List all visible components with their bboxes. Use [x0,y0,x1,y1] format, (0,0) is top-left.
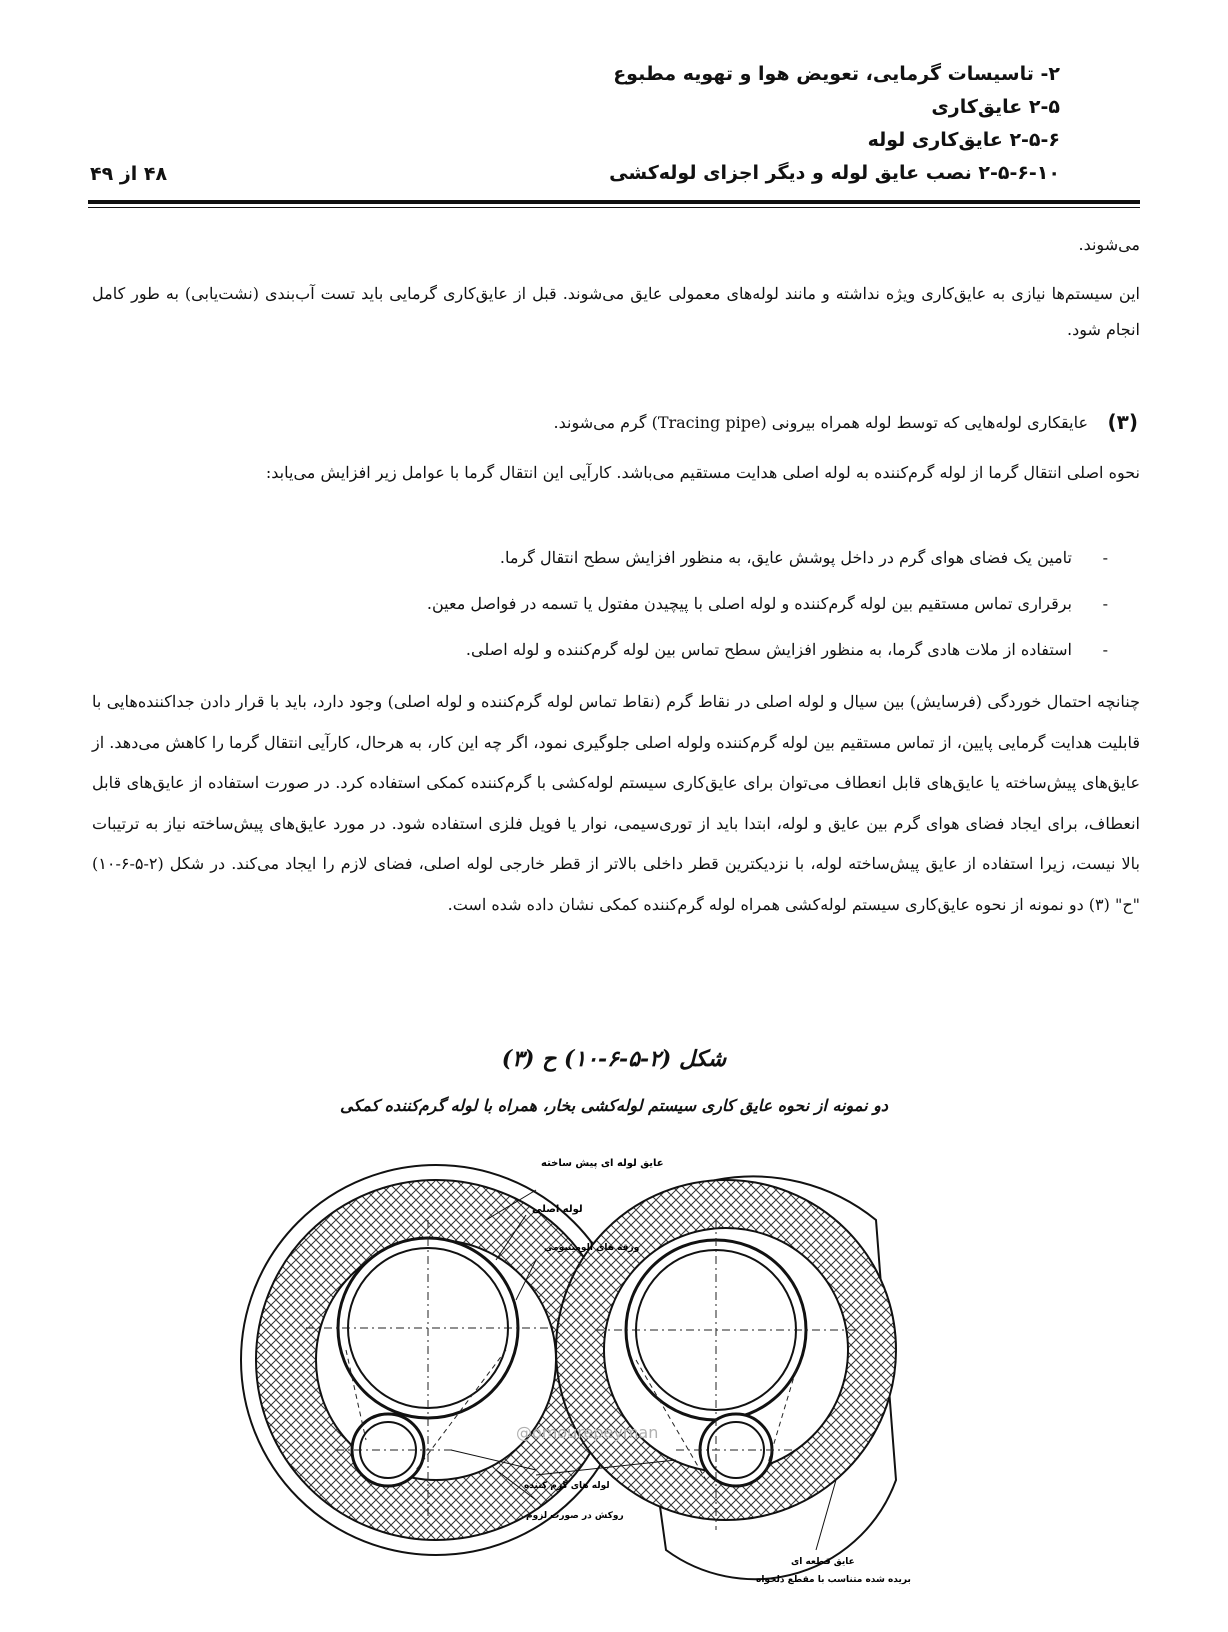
page-number: ۴۸ از ۴۹ [90,163,168,185]
paragraph-continuation: می‌شوند. [1078,235,1140,254]
header-rule-thin [88,207,1140,208]
watermark-text: @omourepeyman [516,1423,659,1442]
label-segmented-insulation: عایق قطعه ای [791,1557,855,1567]
label-main-pipe: لوله اصلی [532,1204,583,1215]
bullet-dash: - [1102,548,1108,567]
label-segment-note: بریده شده متناسب با مقطع دلخواه [756,1575,911,1585]
insulation-diagram [236,1150,956,1590]
label-tracer-pipes: لوله های گرم کننده [524,1481,610,1491]
label-preformed-insulation: عایق لوله ای پیش ساخته [541,1158,664,1169]
paragraph-1: این سیستم‌ها نیازی به عایق‌کاری ویژه نداشته و مانند لوله‌های معمولی عایق می‌شوند. قبل از عایق‌کاری گرمایی باید تست آب‌بندی (نشت‌یابی) به طور کامل انجام شود. [92,284,1140,339]
header-line-4: ۲-۵-۶-۱۰ نصب عایق لوله و دیگر اجزای لوله‌کشی [609,162,1060,184]
header-line-3: ۲-۵-۶ عایق‌کاری لوله [867,129,1060,151]
bullet-item-1 [272,548,1108,567]
paragraph-3: چنانچه احتمال خوردگی (فرسایش) بین سیال و لوله اصلی در نقاط گرم (نقاط تماس لوله گرم‌کننده و لوله اصلی) وجود دارد، باید با قرار دادن جداکننده‌هایی با قابلیت هدایت گرمایی پایین، از تماس مستقیم بین لوله گرم‌کننده ولوله اصلی جلوگیری نمود، اگر چه این کار، به هرحال، کارآیی انتقال گرما را کاهش می‌دهد. از عایق‌های پیش‌ساخته یا عایق‌های قابل انعطاف می‌توان برای عایق‌کاری سیستم لوله‌کشی با گرم‌کننده کمکی استفاده کرد. در صورت استفاده از عایق‌های قابل انعطاف، برای ایجاد فضای هوای گرم بین عایق و لوله، ابتدا باید از توری‌سیمی، نوار یا فویل فلزی استفاده شود. در مورد عایق‌های پیش‌ساخته نیاز به ترتیبات بالا نیست، زیرا استفاده از عایق پیش‌ساخته لوله، با نزدیکترین قطر داخلی بالاتر از قطر خارجی لوله اصلی، فضای لازم را ایجاد می‌کند. در شکل (۲-۵-۶-۱۰) "ح" (۳) دو نمونه از نحوه عایق‌کاری سیستم لوله‌کشی همراه لوله گرم‌کننده کمکی نشان داده شده است. [92,692,1141,914]
bullet-item-3 [272,640,1108,659]
header-line-1: ۲- تاسیسات گرمایی، تعویض هوا و تهویه مطبوع [613,63,1060,85]
paragraph-2: نحوه اصلی انتقال گرما از لوله گرم‌کننده به لوله اصلی هدایت مستقیم می‌باشد. کارآیی این انتقال گرما با عوامل زیر افزایش می‌یابد: [265,463,1140,482]
header-rule-thick [88,200,1140,204]
item-heading: عایقکاری لوله‌هایی که توسط لوله همراه بیرونی (Tracing pipe) گرم می‌شوند. [553,413,1088,432]
bullet-dash: - [1102,594,1108,613]
bullet-text: تامین یک فضای هوای گرم در داخل پوشش عایق، به منظور افزایش سطح انتقال گرما. [499,548,1072,567]
label-cover: روکش در صورت لزوم [526,1511,624,1521]
bullet-dash: - [1102,640,1108,659]
header-line-2: ۲-۵ عایق‌کاری [931,96,1060,118]
item-number: (۳) [1107,410,1138,434]
bullet-item-2 [272,594,1108,613]
label-aluminum-foil: ورقه های آلومینیومی [544,1243,640,1253]
tracer-pipe-inner [360,1422,416,1478]
bullet-text: برقراری تماس مستقیم بین لوله گرم‌کننده و لوله اصلی با پیچیدن مفتول یا تسمه در فواصل معین. [426,594,1072,613]
section-header [609,58,1060,190]
figure-subtitle: دو نمونه از نحوه عایق کاری سیستم لوله‌کشی بخار، همراه با لوله گرم‌کننده کمکی [340,1096,888,1115]
figure-caption: شکل (۲-۵-۶-۱۰) ح (۳) [501,1046,727,1072]
bullet-text: استفاده از ملات هادی گرما، به منظور افزایش سطح تماس بین لوله گرم‌کننده و لوله اصلی. [465,640,1072,659]
